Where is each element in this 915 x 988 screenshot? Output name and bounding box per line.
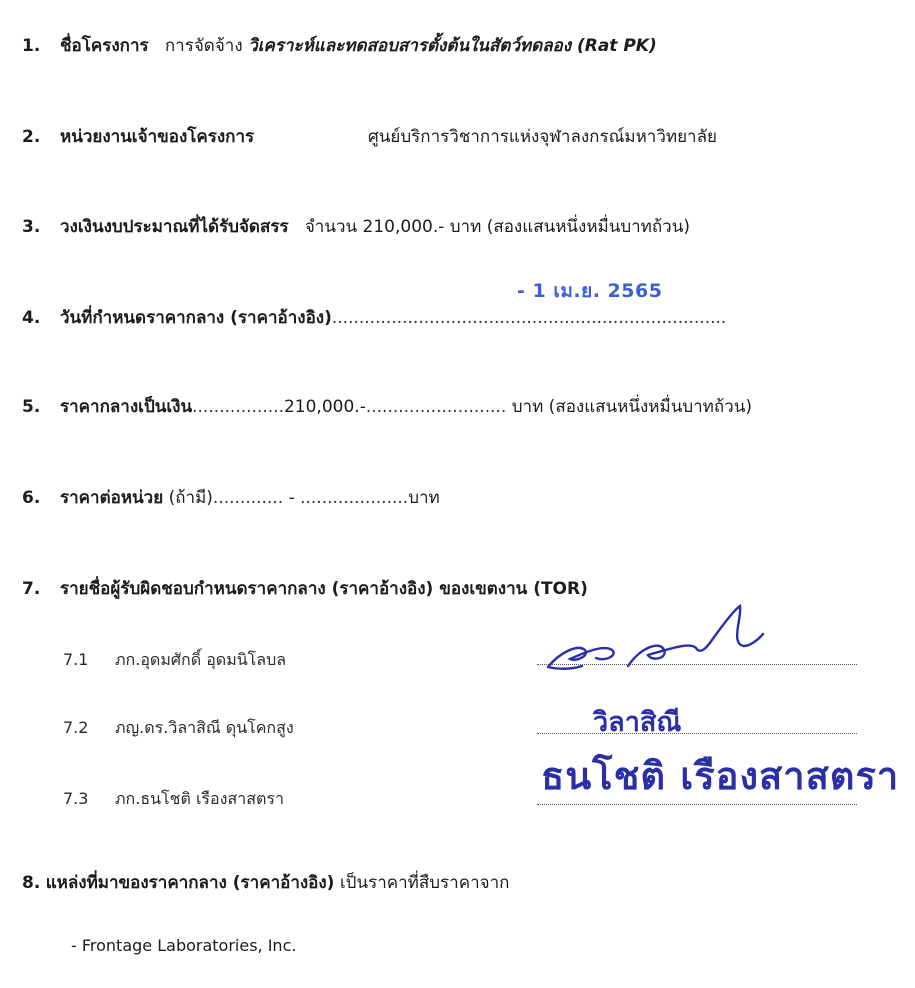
member-number: 7.3 [63, 789, 89, 808]
unit-price-dash: - [288, 488, 295, 508]
signature-7-3-text: ธนโชติ เรืองสาสตรา [541, 754, 900, 798]
signature-7-3 [541, 753, 899, 798]
member-name: ภญ.ดร.วิลาสิณี ดุนโคกสูง [115, 718, 294, 737]
dotted-fill: .......................... [365, 397, 507, 417]
reference-date-label: วันที่กำหนดราคากลาง (ราคาอ้างอิง) [60, 308, 332, 328]
dotted-fill: ............. [212, 488, 284, 508]
item-number: 1. [22, 36, 41, 56]
median-price-amount: 210,000.- [283, 397, 366, 417]
member-number: 7.2 [63, 718, 89, 737]
dotted-fill: .................... [300, 488, 409, 508]
item-number: 6. [22, 488, 41, 508]
item-8 [22, 871, 509, 895]
item-number: 8. [22, 873, 41, 893]
agency-label: หน่วยงานเจ้าของโครงการ [60, 127, 255, 147]
price-source-item: - Frontage Laboratories, Inc. [71, 936, 297, 955]
member-name: ภก.อุดมศักดิ์ อุดมนิโลบล [115, 650, 287, 669]
median-price-label: ราคากลางเป็นเงิน [60, 397, 193, 417]
dotted-fill: ......................................................................... [331, 308, 727, 328]
project-name-title: วิเคราะห์และทดสอบสารตั้งต้นในสัตว์ทดลอง (Rat PK) [248, 36, 657, 56]
item-number: 5. [22, 397, 41, 417]
project-name-label: ชื่อโครงการ [60, 36, 149, 56]
price-source-label: แหล่งที่มาของราคากลาง (ราคาอ้างอิง) [45, 873, 335, 893]
member-name: ภก.ธนโชติ เรืองสาสตรา [115, 789, 284, 808]
signature-7-2-text: วิลาสิณี [593, 707, 682, 738]
agency-value: ศูนย์บริการวิชาการแห่งจุฬาลงกรณ์มหาวิทยาลัย [368, 127, 717, 147]
unit-price-paren: (ถ้ามี) [168, 488, 213, 508]
unit-price-unit: บาท [408, 488, 440, 508]
member-number: 7.1 [63, 650, 89, 669]
item-number: 7. [22, 579, 41, 599]
median-price-unit: บาท (สองแสนหนึ่งหมื่นบาทถ้วน) [511, 397, 752, 417]
price-source-text: เป็นราคาที่สืบราคาจาก [339, 873, 510, 893]
signature-7-1 [548, 606, 763, 669]
budget-label: วงเงินงบประมาณที่ได้รับจัดสรร [60, 217, 289, 237]
date-stamp: - 1 เม.ย. 2565 [517, 280, 663, 302]
dotted-fill: ................. [192, 397, 284, 417]
item-number: 3. [22, 217, 41, 237]
item-number: 4. [22, 308, 41, 328]
project-name-prefix: การจัดจ้าง [164, 36, 243, 56]
unit-price-label: ราคาต่อหน่วย [60, 488, 164, 508]
budget-value: จำนวน 210,000.- บาท (สองแสนหนึ่งหมื่นบาทถ้วน) [304, 217, 690, 237]
signature-7-2 [592, 707, 681, 738]
responsible-persons-label: รายชื่อผู้รับผิดชอบกำหนดราคากลาง (ราคาอ้างอิง) ของเขตงาน (TOR) [60, 579, 588, 599]
item-number: 2. [22, 127, 41, 147]
